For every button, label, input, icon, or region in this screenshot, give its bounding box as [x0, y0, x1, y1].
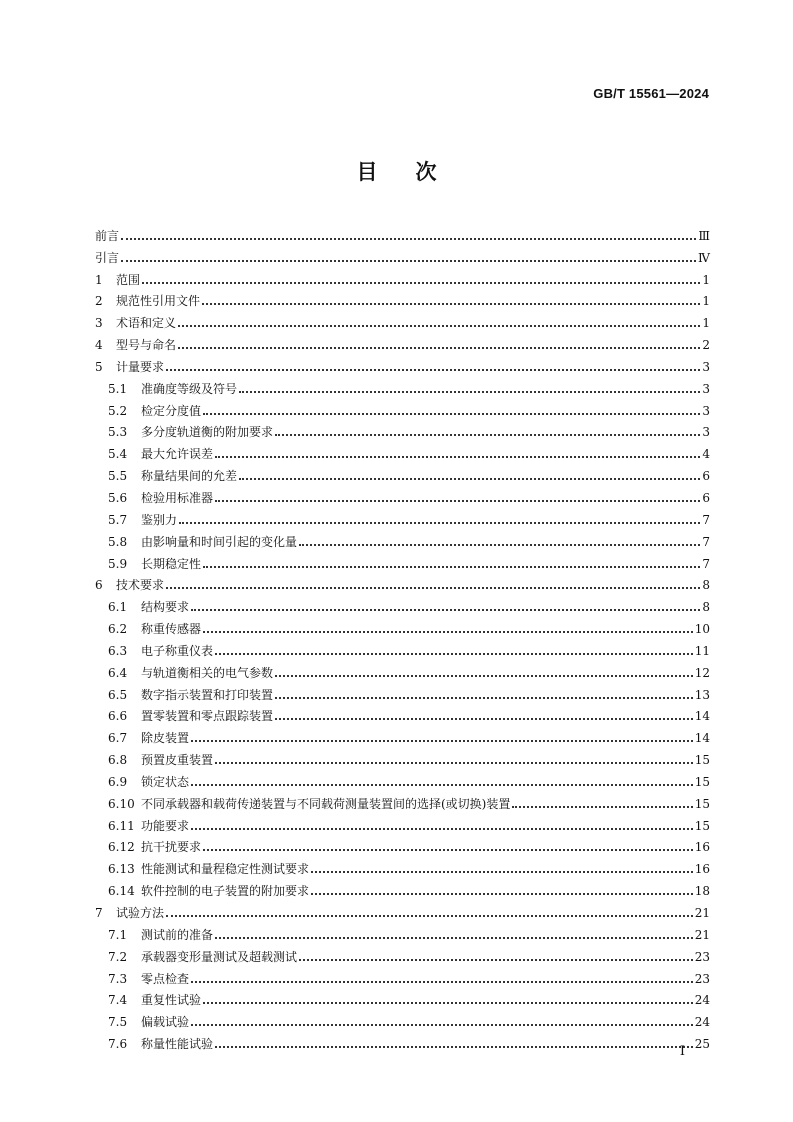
toc-entry-number: 6.11 — [108, 818, 135, 833]
toc-entry-page: 15 — [694, 818, 710, 833]
toc-dot-leader — [215, 762, 693, 764]
toc-entry[interactable] — [95, 506, 710, 528]
toc-entry[interactable] — [95, 550, 710, 572]
toc-entry-label: 前言 — [95, 228, 120, 243]
toc-entry-label: 测试前的准备 — [141, 927, 214, 942]
toc-entry-label: 术语和定义 — [116, 316, 177, 331]
toc-entry-page: 15 — [694, 796, 710, 811]
toc-entry-page: 15 — [694, 774, 710, 789]
toc-entry-label: 称重传感器 — [141, 622, 202, 637]
toc-entry-label: 引言 — [95, 250, 120, 265]
toc-entry-page: 11 — [694, 643, 710, 658]
toc-entry-label: 多分度轨道衡的附加要求 — [141, 425, 274, 440]
toc-entry-number: 6.5 — [108, 687, 128, 702]
toc-entry[interactable] — [95, 288, 710, 310]
toc-entry-number: 6.12 — [108, 840, 135, 855]
toc-entry[interactable] — [95, 397, 710, 419]
toc-entry[interactable] — [95, 419, 710, 441]
toc-entry-number: 6.6 — [108, 709, 128, 724]
toc-entry[interactable] — [95, 222, 710, 244]
toc-entry[interactable] — [95, 375, 710, 397]
toc-entry-label: 功能要求 — [141, 818, 190, 833]
toc-entry-page: 21 — [694, 927, 710, 942]
toc-entry-page: 10 — [694, 622, 710, 637]
toc-entry-number: 6.3 — [108, 643, 128, 658]
toc-entry-number: 6.2 — [108, 622, 128, 637]
toc-entry-page: 23 — [694, 949, 710, 964]
toc-entry-label: 除皮装置 — [141, 731, 190, 746]
toc-entry-number: 5.8 — [108, 534, 128, 549]
toc-dot-leader — [179, 522, 700, 524]
toc-entry-number: 7.5 — [108, 1015, 128, 1030]
toc-dot-leader — [512, 806, 692, 808]
toc-entry[interactable] — [95, 266, 710, 288]
toc-entry-label: 范围 — [116, 272, 141, 287]
toc-entry-page: Ⅲ — [698, 228, 710, 243]
toc-entry-label: 锁定状态 — [141, 774, 190, 789]
toc-entry-label: 零点检查 — [141, 971, 190, 986]
toc-dot-leader — [191, 740, 693, 742]
toc-entry-label: 性能测试和量程稳定性测试要求 — [141, 862, 310, 877]
toc-dot-leader — [215, 653, 693, 655]
toc-entry[interactable] — [95, 790, 710, 812]
toc-entry-page: 8 — [702, 600, 710, 615]
toc-dot-leader — [239, 391, 700, 393]
toc-entry-page: 3 — [702, 359, 710, 374]
toc-dot-leader — [299, 959, 693, 961]
toc-entry-page: 14 — [694, 731, 710, 746]
standard-number: GB/T 15561—2024 — [593, 86, 709, 101]
toc-dot-leader — [215, 937, 693, 939]
toc-entry-label: 不同承载器和载荷传递装置与不同载荷测量装置间的选择(或切换)装置 — [141, 796, 511, 811]
toc-entry-label: 型号与命名 — [116, 338, 177, 353]
table-of-contents — [95, 222, 710, 1052]
toc-dot-leader — [311, 893, 693, 895]
toc-dot-leader — [191, 1024, 693, 1026]
toc-entry-label: 承载器变形量测试及超载测试 — [141, 949, 298, 964]
toc-entry-number: 6.10 — [108, 796, 135, 811]
toc-dot-leader — [166, 369, 700, 371]
toc-entry-label: 称量性能试验 — [141, 1037, 214, 1052]
toc-entry-page: 8 — [702, 578, 710, 593]
toc-dot-leader — [239, 478, 700, 480]
toc-entry-number: 6.14 — [108, 884, 135, 899]
toc-entry-label: 最大允许误差 — [141, 447, 214, 462]
toc-entry-page: 25 — [694, 1037, 710, 1052]
toc-dot-leader — [178, 325, 700, 327]
toc-entry-number: 5.5 — [108, 469, 128, 484]
toc-entry-number: 7.3 — [108, 971, 128, 986]
toc-entry-page: 13 — [694, 687, 710, 702]
toc-dot-leader — [275, 434, 700, 436]
toc-dot-leader — [311, 871, 693, 873]
toc-dot-leader — [203, 631, 693, 633]
toc-entry-number: 5 — [95, 359, 103, 374]
toc-dot-leader — [191, 784, 693, 786]
toc-entry-label: 计量要求 — [116, 359, 165, 374]
toc-entry-number: 6.13 — [108, 862, 135, 877]
toc-entry-number: 5.9 — [108, 556, 128, 571]
toc-entry-number: 4 — [95, 338, 103, 353]
toc-entry-number: 6 — [95, 578, 103, 593]
toc-entry-page: 16 — [694, 840, 710, 855]
toc-entry-number: 5.7 — [108, 512, 128, 527]
toc-entry-number: 5.6 — [108, 490, 128, 505]
toc-dot-leader — [166, 587, 700, 589]
toc-entry-label: 规范性引用文件 — [116, 294, 201, 309]
toc-entry-label: 电子称重仪表 — [141, 643, 214, 658]
toc-dot-leader — [121, 238, 696, 240]
toc-entry-page: 6 — [702, 469, 710, 484]
toc-entry-label: 重复性试验 — [141, 993, 202, 1008]
toc-entry-number: 7.2 — [108, 949, 128, 964]
toc-entry-page: 3 — [702, 381, 710, 396]
toc-entry-label: 称量结果间的允差 — [141, 469, 238, 484]
toc-entry[interactable] — [95, 659, 710, 681]
toc-dot-leader — [121, 260, 696, 262]
toc-entry-page: 15 — [694, 753, 710, 768]
toc-entry-number: 7 — [95, 906, 103, 920]
toc-entry[interactable] — [95, 943, 710, 965]
toc-entry[interactable] — [95, 309, 710, 331]
toc-entry-label: 预置皮重装置 — [141, 753, 214, 768]
toc-entry-number: 6.4 — [108, 665, 128, 680]
toc-entry[interactable] — [95, 768, 710, 790]
toc-entry[interactable] — [95, 637, 710, 659]
toc-dot-leader — [191, 828, 693, 830]
toc-dot-leader — [203, 1002, 693, 1004]
toc-entry[interactable] — [95, 855, 710, 877]
toc-entry-page: 3 — [702, 403, 710, 418]
toc-entry-label: 准确度等级及符号 — [141, 381, 238, 396]
toc-entry[interactable] — [95, 593, 710, 615]
toc-entry[interactable] — [95, 812, 710, 834]
toc-dot-leader — [215, 500, 700, 502]
toc-entry-number: 6.8 — [108, 753, 128, 768]
toc-entry-page: 6 — [702, 490, 710, 505]
toc-dot-leader — [299, 544, 700, 546]
toc-entry[interactable] — [95, 484, 710, 506]
toc-entry-page: 24 — [694, 993, 710, 1008]
toc-dot-leader — [142, 282, 700, 284]
toc-entry-label: 检验用标准器 — [141, 490, 214, 505]
toc-entry-label: 检定分度值 — [141, 403, 202, 418]
toc-entry[interactable] — [95, 834, 710, 856]
toc-entry-page: 7 — [702, 556, 710, 571]
toc-entry-page: 3 — [702, 425, 710, 440]
toc-entry[interactable] — [95, 572, 710, 594]
toc-entry-label: 抗干扰要求 — [141, 840, 202, 855]
page-title: 目次 — [356, 160, 475, 184]
toc-dot-leader — [191, 981, 693, 983]
toc-entry-page: 1 — [702, 272, 710, 287]
toc-entry[interactable] — [95, 244, 710, 266]
toc-entry-number: 3 — [95, 316, 103, 331]
toc-entry-page: 18 — [694, 884, 710, 899]
toc-dot-leader — [203, 566, 700, 568]
toc-entry-label: 试验方法 — [116, 906, 165, 920]
toc-entry[interactable] — [95, 987, 710, 1009]
toc-entry-page: 7 — [702, 512, 710, 527]
toc-entry-page: 1 — [702, 294, 710, 309]
toc-dot-leader — [166, 915, 693, 917]
toc-entry-number: 6.9 — [108, 774, 128, 789]
toc-entry[interactable] — [95, 921, 710, 943]
toc-entry-number: 1 — [95, 272, 103, 287]
toc-entry[interactable] — [95, 965, 710, 987]
toc-entry[interactable] — [95, 877, 710, 899]
toc-entry-page: 4 — [702, 447, 710, 462]
toc-entry-number: 5.4 — [108, 447, 128, 462]
toc-entry[interactable] — [95, 462, 710, 484]
toc-entry-number: 6.7 — [108, 731, 128, 746]
toc-entry[interactable] — [95, 746, 710, 768]
toc-entry-label: 偏载试验 — [141, 1015, 190, 1030]
toc-entry-number: 2 — [95, 294, 103, 309]
toc-entry-page: 12 — [694, 665, 710, 680]
toc-dot-leader — [191, 609, 700, 611]
page-number: I — [679, 1044, 685, 1059]
toc-entry-page: 2 — [702, 338, 710, 353]
toc-entry[interactable] — [95, 1008, 710, 1030]
toc-dot-leader — [275, 718, 693, 720]
toc-entry-label: 长期稳定性 — [141, 556, 202, 571]
toc-entry-number: 7.1 — [108, 927, 128, 942]
toc-dot-leader — [275, 675, 693, 677]
toc-dot-leader — [215, 456, 700, 458]
toc-entry-label: 技术要求 — [116, 578, 165, 593]
toc-dot-leader — [202, 303, 700, 305]
toc-entry-label: 由影响量和时间引起的变化量 — [141, 534, 298, 549]
toc-entry[interactable] — [95, 440, 710, 462]
toc-entry-page: 21 — [694, 906, 710, 920]
toc-entry-page: 7 — [702, 534, 710, 549]
toc-entry-number: 7.4 — [108, 993, 128, 1008]
toc-entry-number: 5.3 — [108, 425, 128, 440]
toc-entry-label: 软件控制的电子装置的附加要求 — [141, 884, 310, 899]
toc-entry[interactable] — [95, 681, 710, 703]
toc-entry-page: 16 — [694, 862, 710, 877]
toc-entry-number: 5.1 — [108, 381, 128, 396]
toc-entry[interactable] — [95, 724, 710, 746]
toc-entry[interactable] — [95, 331, 710, 353]
toc-dot-leader — [203, 413, 700, 415]
toc-entry-label: 置零装置和零点跟踪装置 — [141, 709, 274, 724]
toc-entry-number: 6.1 — [108, 600, 128, 615]
toc-entry-number: 7.6 — [108, 1037, 128, 1052]
toc-entry-label: 与轨道衡相关的电气参数 — [141, 665, 274, 680]
toc-entry-number: 5.2 — [108, 403, 128, 418]
toc-dot-leader — [215, 1046, 693, 1048]
toc-entry-page: 23 — [694, 971, 710, 986]
toc-dot-leader — [203, 849, 693, 851]
toc-entry[interactable] — [95, 703, 710, 725]
toc-entry-page: 24 — [694, 1015, 710, 1030]
toc-entry[interactable] — [95, 353, 710, 375]
toc-entry[interactable] — [95, 528, 710, 550]
toc-entry[interactable] — [95, 1030, 710, 1052]
toc-entry[interactable] — [95, 615, 710, 637]
toc-entry-page: Ⅳ — [698, 250, 710, 265]
toc-entry-page: 1 — [702, 316, 710, 331]
toc-entry[interactable] — [95, 899, 710, 921]
toc-entry-page: 14 — [694, 709, 710, 724]
toc-entry-label: 鉴别力 — [141, 512, 178, 527]
toc-dot-leader — [275, 697, 693, 699]
toc-dot-leader — [178, 347, 700, 349]
toc-entry-label: 结构要求 — [141, 600, 190, 615]
toc-entry-label: 数字指示装置和打印装置 — [141, 687, 274, 702]
